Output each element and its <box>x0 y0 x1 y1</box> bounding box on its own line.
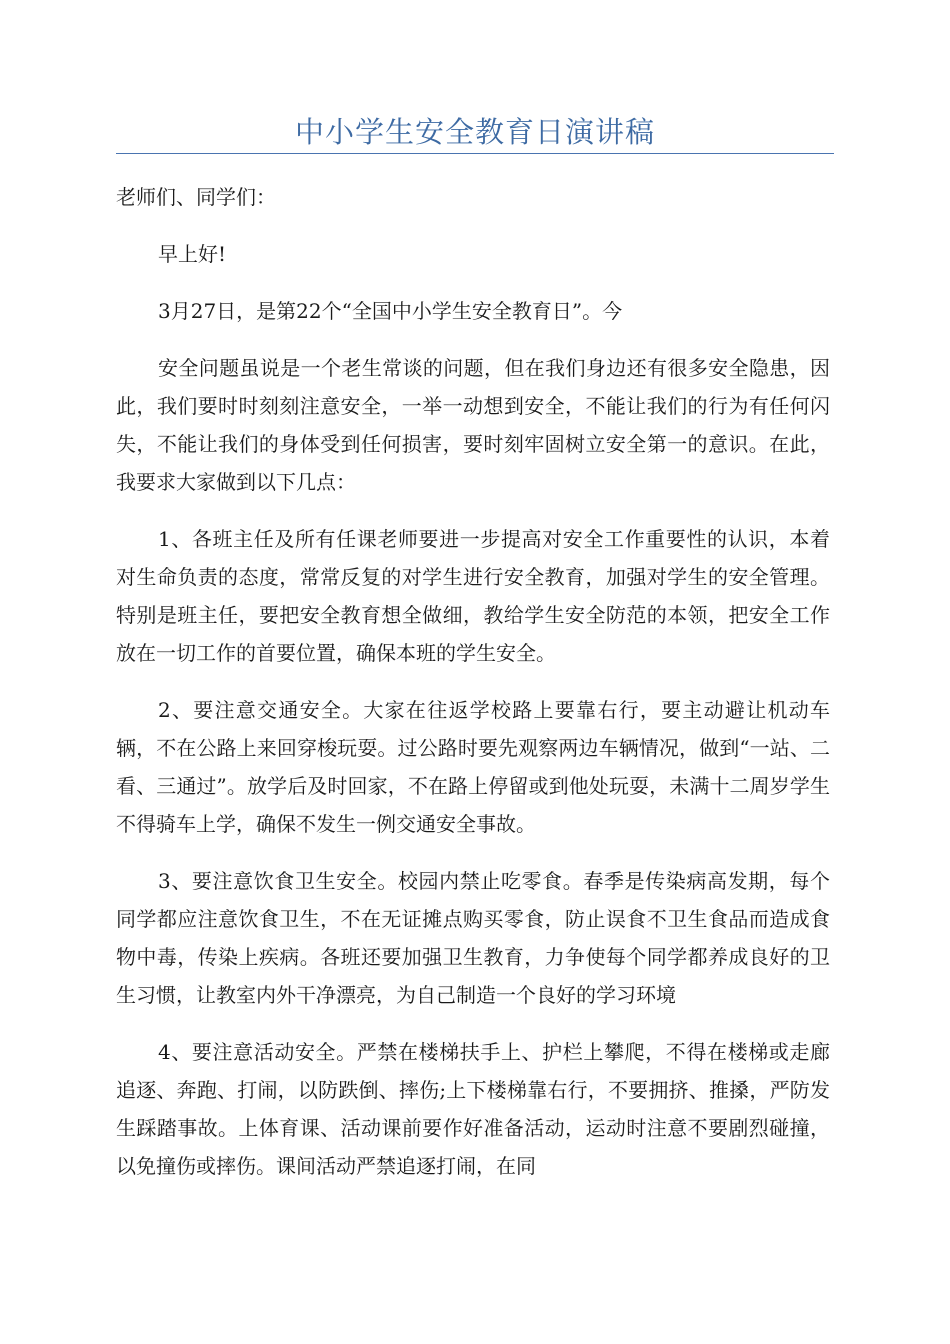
paragraph-point-1: 1、各班主任及所有任课老师要进一步提高对安全工作重要性的认识，本着对生命负责的态度，常常反复的对学生进行安全教育，加强对学生的安全管理。特别是班主任，要把安全教育想全做细，教给学生安全防范的本领，把安全工作放在一切工作的首要位置，确保本班的学生安全。 <box>116 527 830 665</box>
salutation: 老师们、同学们： <box>116 185 276 209</box>
paragraph-intro: 3月27日，是第22个“全国中小学生安全教育日”。今 <box>158 299 623 323</box>
document-title: 中小学生安全教育日演讲稿 <box>294 115 655 149</box>
document-body <box>116 178 830 1204</box>
paragraph-point-4: 4、要注意活动安全。严禁在楼梯扶手上、护栏上攀爬，不得在楼梯或走廊追逐、奔跑、打闹，以防跌倒、摔伤;上下楼梯靠右行，不要拥挤、推搡，严防发生踩踏事故。上体育课、活动课前要作好准备活动，运动时注意不要剧烈碰撞，以免撞伤或摔伤。课间活动严禁追逐打闹，在同 <box>116 1040 830 1178</box>
paragraph-safety-awareness: 安全问题虽说是一个老生常谈的问题，但在我们身边还有很多安全隐患，因此，我们要时时刻刻注意安全，一举一动想到安全，不能让我们的行为有任何闪失，不能让我们的身体受到任何损害，要时刻牢固树立安全第一的意识。在此，我要求大家做到以下几点： <box>116 356 830 494</box>
paragraph-point-2: 2、要注意交通安全。大家在往返学校路上要靠右行，要主动避让机动车辆，不在公路上来回穿梭玩耍。过公路时要先观察两边车辆情况，做到“一站、二看、三通过”。放学后及时回家，不在路上停留或到他处玩耍，未满十二周岁学生不得骑车上学，确保不发生一例交通安全事故。 <box>116 698 830 836</box>
paragraph-point-3: 3、要注意饮食卫生安全。校园内禁止吃零食。春季是传染病高发期，每个同学都应注意饮食卫生，不在无证摊点购买零食，防止误食不卫生食品而造成食物中毒，传染上疾病。各班还要加强卫生教育，力争使每个同学都养成良好的卫生习惯，让教室内外干净漂亮，为自己制造一个良好的学习环境 <box>116 869 830 1007</box>
title-underline <box>116 153 834 154</box>
greeting: 早上好! <box>158 242 227 266</box>
